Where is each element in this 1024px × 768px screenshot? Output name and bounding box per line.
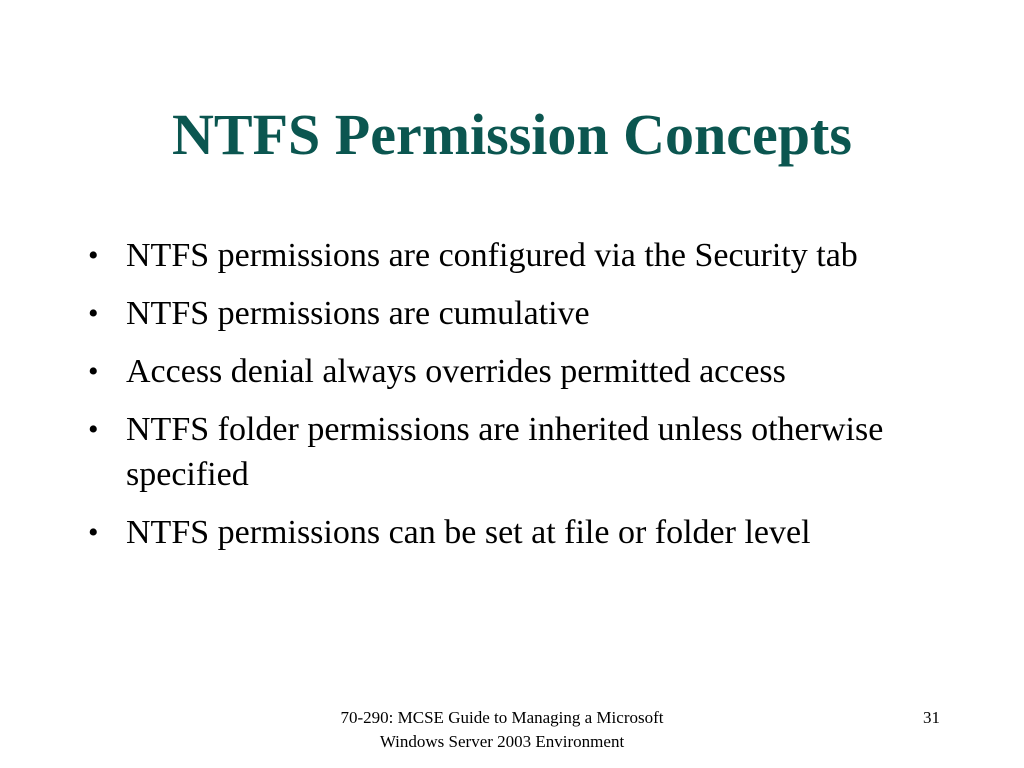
bullet-item [84, 407, 944, 497]
bullet-text: Access denial always overrides permitted access [126, 353, 786, 390]
page-number: 31 [923, 708, 940, 727]
bullet-text: NTFS permissions can be set at file or folder level [126, 514, 811, 551]
bullet-item [84, 291, 944, 336]
bullet-icon: • [88, 239, 99, 272]
bullet-item [84, 233, 944, 278]
bullet-icon: • [88, 355, 99, 388]
slide-footer [262, 706, 742, 754]
bullet-item [84, 349, 944, 394]
slide-title: NTFS Permission Concepts [172, 102, 852, 167]
bullet-icon: • [88, 413, 99, 446]
bullet-list [84, 233, 944, 568]
bullet-text: NTFS permissions are configured via the Security tab [126, 237, 858, 274]
bullet-item [84, 510, 944, 555]
footer-line-1: 70-290: MCSE Guide to Managing a Microsoft [340, 708, 664, 727]
footer-line-2: Windows Server 2003 Environment [379, 732, 625, 751]
bullet-text: NTFS permissions are cumulative [126, 295, 590, 332]
bullet-icon: • [88, 297, 99, 330]
bullet-text: NTFS folder permissions are inherited unless otherwise specified [126, 411, 884, 493]
bullet-icon: • [88, 516, 99, 549]
